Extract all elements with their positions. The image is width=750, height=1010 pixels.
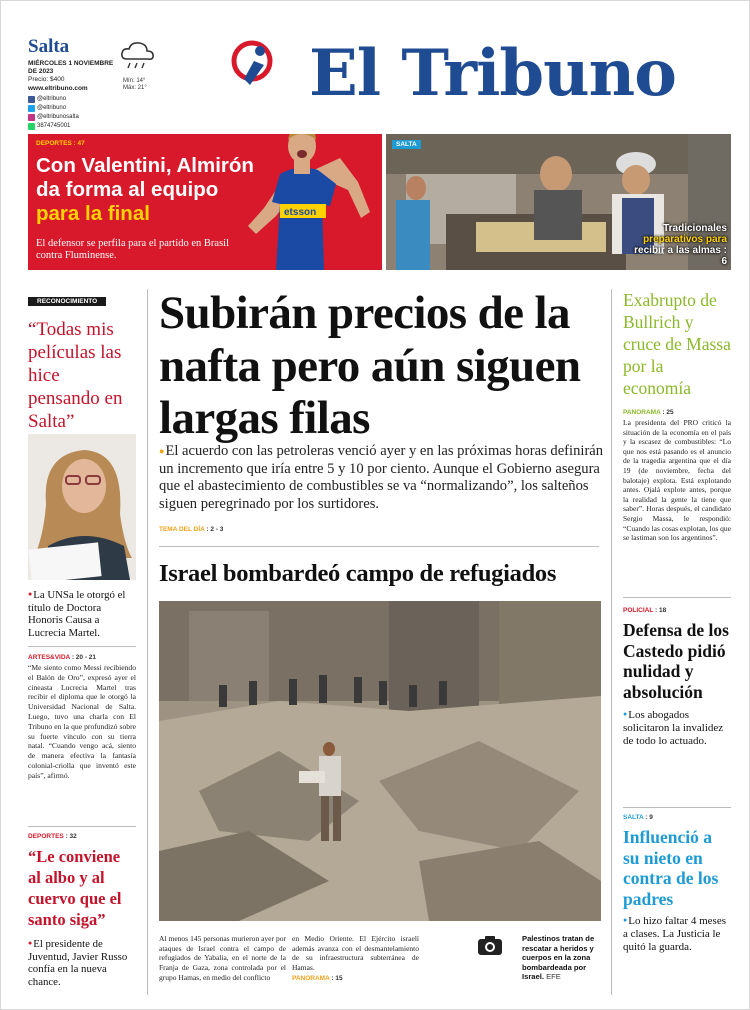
left-story-martel[interactable] — [28, 290, 136, 433]
photo-caption — [631, 223, 727, 267]
kicker-page: : 18 — [653, 607, 667, 614]
story-summary: ● El presidente de Juventud, Javier Russo confía en la nueva chance. — [28, 937, 136, 988]
edition-price: Precio: $400 — [28, 76, 65, 83]
story-headline: Defensa de los Castedo pidió nulidad y absolución — [623, 620, 729, 702]
social-handle: @eltribuno — [37, 96, 67, 102]
rubble-scene-photo — [159, 601, 601, 921]
section-tag: SALTA — [392, 140, 421, 149]
camera-icon — [477, 934, 503, 956]
israel-text-col1: Al menos 145 personas murieron ayer por ataques de Israel contra el campo de refugiados de Yabalia, en el norte de la Franja de Gaza, zona controlada por el grupo Hamas, en medio del conflicto — [159, 934, 286, 982]
edition-city: Salta — [28, 36, 70, 57]
social-facebook[interactable] — [28, 95, 114, 104]
social-handle: 3874745001 — [37, 123, 71, 129]
logo-mark-icon — [230, 39, 278, 87]
right-story-bullrich[interactable] — [623, 289, 731, 543]
quote-headline: “Le conviene al albo y al cuervo que el santo siga” — [28, 847, 122, 929]
right-story-castedo[interactable] — [623, 607, 731, 747]
kicker-label: DEPORTES — [28, 833, 64, 840]
story-text: “Me siento como Messi recibiendo el Balón de Oro”, expresó ayer el cineasta Lucrecia Martel tras recibir el diploma que le otorgó la Universidad Nacional de Salta. Luego, tuvo una charla con El Tribuno en la que profundizó sobre su fuerte vínculo con su tierra natal. “Cuando vengo acá, siento de manera efectiva la fantasía colonial-criolla que inventó este país”, afirmó. — [28, 663, 136, 780]
football-player-photo — [218, 134, 382, 270]
israel-text-col2 — [292, 934, 419, 984]
social-instagram[interactable] — [28, 113, 114, 122]
top-photo-souls[interactable] — [386, 134, 731, 270]
column-divider — [611, 289, 612, 995]
story-divider — [159, 546, 599, 547]
newspaper-logo[interactable]: El Tribuno — [309, 36, 676, 111]
kicker-label: POLICIAL — [623, 607, 654, 614]
weather-max: Máx: 21° — [123, 85, 147, 91]
photo-credit: EFE — [543, 972, 561, 981]
section-kicker — [28, 833, 136, 840]
story-divider — [28, 826, 136, 827]
facebook-icon — [28, 96, 35, 103]
caption-text: Palestinos tratan de rescatar a heridos y cuerpos en la zona bombardeada por Israel. — [522, 934, 595, 981]
main-lead: ● El acuerdo con las petroleras venció ayer y en las próximas horas definirán un incremento que iría entre 5 y 10 por ciento. Aunque el Gobierno asegura que el abastecimiento de combustibles se va “normalizando”, los salteños siguen peregrinado por los surtidores. — [159, 443, 604, 513]
kicker-page: : 9 — [643, 814, 653, 821]
caption-page: : 6 — [720, 245, 727, 267]
section-kicker — [292, 975, 343, 982]
kicker-page: : 2 - 3 — [204, 526, 224, 533]
israel-headline[interactable]: Israel bombardeó campo de refugiados — [159, 560, 557, 587]
section-kicker — [28, 654, 136, 661]
story-text: en Medio Oriente. El Ejército israelí además avanza con el desmantelamiento de su infraestructura subterránea de Hamas. — [292, 934, 419, 973]
promo-title-text: Con Valentini, Almirón da forma al equipo — [36, 154, 254, 201]
portrait-photo — [28, 434, 136, 580]
story-divider — [623, 807, 731, 808]
social-handle: @eltribunosalta — [37, 114, 79, 120]
promo-subtitle: El defensor se perfila para el partido en Brasil contra Fluminense. — [36, 238, 230, 261]
story-headline: Influenció a su nieto en contra de los padres — [623, 827, 719, 909]
kicker-page: : 20 - 21 — [70, 654, 97, 661]
social-whatsapp[interactable] — [28, 122, 114, 131]
story-headline: Exabrupto de Bullrich y cruce de Massa por la economía — [623, 290, 731, 398]
left-story-sports[interactable] — [28, 833, 136, 988]
kicker-label: PANORAMA — [292, 974, 330, 982]
left-story-martel-body[interactable] — [28, 588, 136, 639]
story-summary: ● La UNSa le otorgó el título de Doctora Honoris Causa a Lucrecia Martel. — [28, 588, 136, 639]
weather-min: Mín: 14° — [123, 78, 146, 84]
right-story-salta[interactable] — [623, 814, 731, 953]
kicker-page: : 15 — [329, 974, 343, 982]
sports-promo-banner[interactable] — [28, 134, 382, 270]
instagram-icon — [28, 114, 35, 121]
section-kicker — [623, 814, 731, 821]
section-kicker — [623, 409, 731, 416]
kicker-label: PANORAMA — [623, 409, 661, 416]
column-divider — [147, 289, 148, 995]
section-kicker — [623, 607, 731, 614]
israel-rubble-photo[interactable] — [159, 601, 601, 921]
story-divider — [623, 597, 731, 598]
caption-highlight: preparativos para — [643, 234, 727, 245]
story-divider — [28, 646, 136, 647]
left-story-martel-text[interactable] — [28, 654, 136, 781]
promo-title-highlight: para la final — [36, 202, 150, 225]
kicker-label: ARTES&VIDA — [28, 654, 71, 661]
social-list — [28, 95, 114, 131]
quote-headline: “Todas mis películas las hice pensando en Salta” — [28, 319, 123, 432]
section-tag: RECONOCIMIENTO — [28, 297, 106, 306]
promo-kicker: DEPORTES : 47 — [36, 140, 85, 147]
masthead-info — [28, 37, 114, 131]
caption-text: Tradicionales — [663, 223, 727, 234]
social-twitter[interactable] — [28, 104, 114, 113]
cloud-rain-icon — [119, 39, 159, 73]
kicker-page: : 32 — [63, 833, 77, 840]
main-headline[interactable]: Subirán precios de la nafta pero aún siguen largas filas — [159, 287, 581, 444]
social-handle: @eltribuno — [37, 105, 67, 111]
photo-caption — [522, 934, 602, 982]
story-text: La presidenta del PRO criticó la situación de la economía en el país y la escasez de combustibles: “Lo que nos está pasando es el anuncio de la tragedia argentina que el día 19 (de noviembre, fecha del balotaje) explota. Está explotando antes. Ojalá explote antes, porque la realidad la gente la tiene que saber”. Horas después, el candidato Sergio Massa, le respondió: “Cuando las cosas explotan, los que se lastiman son los argentinos”. — [623, 418, 731, 543]
story-summary: ● Lo hizo faltar 4 meses a clases. La Justicia le quitó la guarda. — [623, 914, 731, 953]
main-kicker — [159, 526, 223, 533]
website-link[interactable]: www.eltribuno.com — [28, 85, 88, 92]
caption-text: recibir a las almas — [634, 245, 721, 256]
kicker-label: TEMA DEL DÍA — [159, 526, 205, 533]
edition-date: MIÉRCOLES 1 NOVIEMBRE DE 2023 — [28, 60, 114, 75]
kicker-label: SALTA — [623, 814, 644, 821]
kicker-page: : 25 — [660, 409, 674, 416]
whatsapp-icon — [28, 123, 35, 130]
story-summary: ● Los abogados solicitaron la invalidez de todo lo actuado. — [623, 708, 731, 747]
twitter-icon — [28, 105, 35, 112]
svg-text:etsson: etsson — [284, 207, 317, 218]
